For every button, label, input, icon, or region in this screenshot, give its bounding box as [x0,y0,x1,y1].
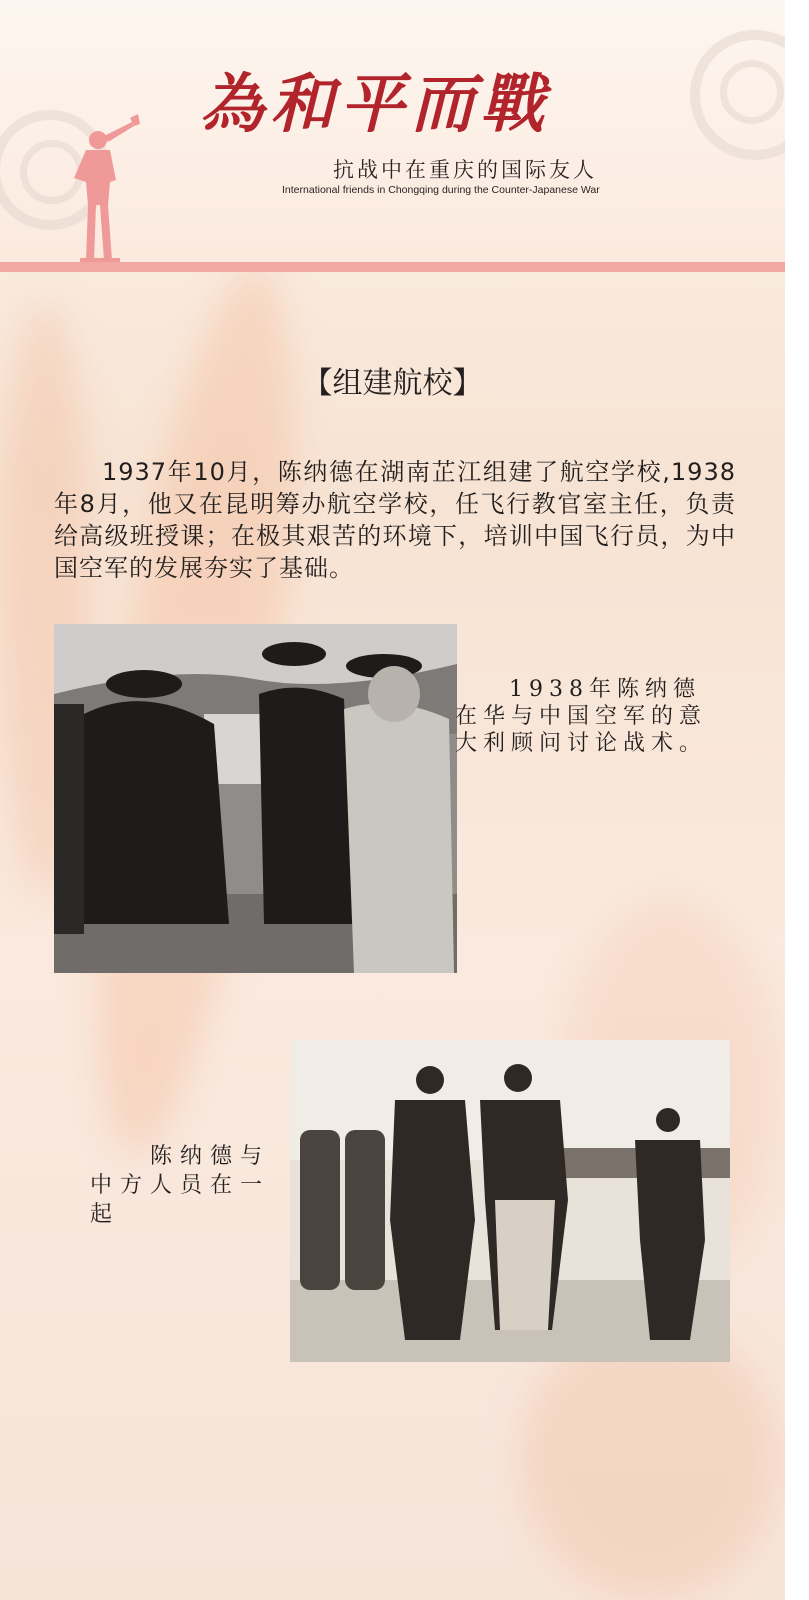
photo-caption: 陈纳德与中方人员在一起 [90,1144,271,1227]
poster-header [0,0,785,270]
section-heading: 【组建航校】 [302,366,483,401]
header-divider [0,262,785,272]
historical-photo-group [290,1040,730,1362]
section-paragraph: 1937年10月，陈纳德在湖南芷江组建了航空学校,1938年8月，他又在昆明筹办航空学校，任飞行教官室主任，负责给高级班授课；在极其艰苦的环境下，培训中国飞行员，为中国空军的发展夯实了基础。 [54,458,736,582]
ink-wash-decoration [520,1320,780,1600]
page-subtitle: 抗战中在重庆的国际友人 [333,158,597,182]
trumpeter-silhouette-icon [60,110,150,265]
page-subtitle-english: International friends in Chongqing during the Counter-Japanese War [282,184,600,196]
page-title: 為和平而戰 [200,67,550,142]
historical-photo-officers-discussion [54,624,457,973]
page-margin [785,0,809,1600]
photo-caption: 1938年陈纳德在华与中国空军的意大利顾问讨论战术。 [455,677,708,756]
cloud-pattern-icon [720,60,784,124]
